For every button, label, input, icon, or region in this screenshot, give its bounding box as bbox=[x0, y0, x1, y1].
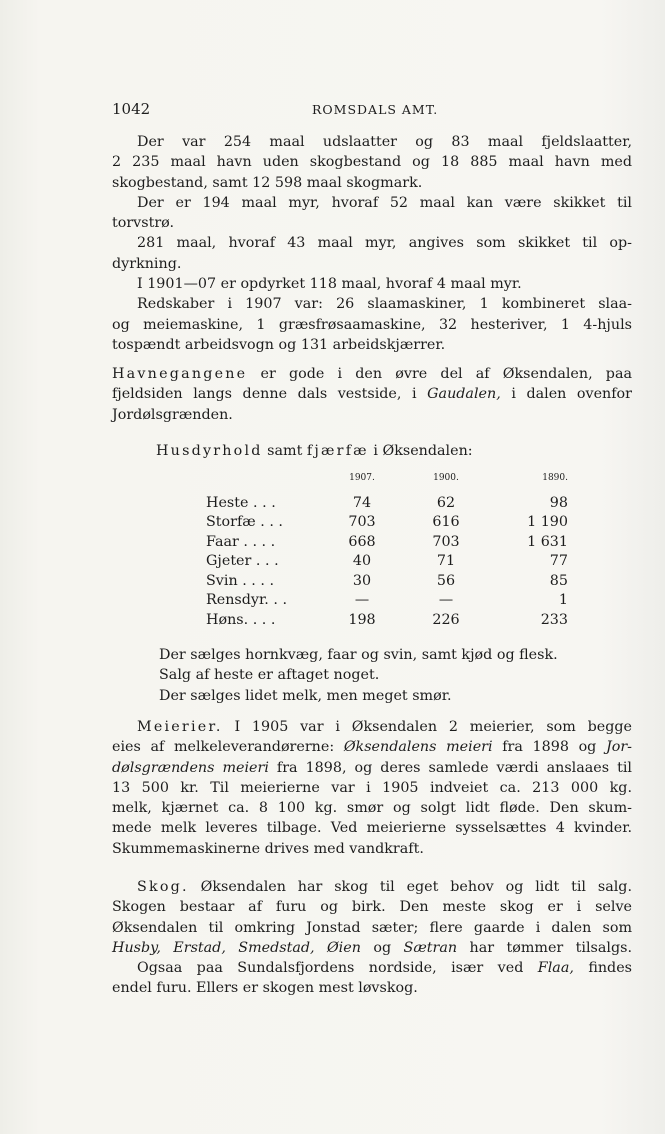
table-row bbox=[206, 552, 568, 572]
row-label: Rensdyr. . . bbox=[206, 592, 287, 609]
text-fragment: Ogsaa paa Sundalsfjordens nordside, især ved bbox=[137, 960, 524, 977]
text-line: melk, kjærnet ca. 8 100 kg. smør og solgt lidt fløde. Den skum- bbox=[112, 800, 632, 817]
livestock-table bbox=[206, 473, 568, 630]
text-fragment: og bbox=[373, 939, 392, 956]
text-fragment: er gode i den øvre del af Øksendalen, paa bbox=[260, 366, 633, 382]
text-line: Øksendalen til omkring Jonstad sæter; flere gaarde i dalen som bbox=[112, 919, 632, 936]
text-fragment: har tømmer tilsalgs. bbox=[469, 939, 633, 956]
cell-1900: 62 bbox=[436, 494, 456, 511]
text-fragment: i dalen ovenfor bbox=[511, 386, 633, 403]
column-header-1890: 1890. bbox=[542, 473, 568, 483]
text-line: skogbestand, samt 12 598 maal skogmark. bbox=[112, 174, 423, 191]
text-line: 2 235 maal havn uden skogbestand og 18 885 maal havn med bbox=[112, 154, 632, 171]
text-line: Der sælges lidet melk, men meget smør. bbox=[159, 687, 452, 704]
cell-1900: 616 bbox=[432, 514, 460, 531]
table-row bbox=[206, 513, 568, 533]
text-line bbox=[112, 737, 632, 757]
livestock-table-title bbox=[156, 443, 473, 459]
cell-1907: 30 bbox=[352, 572, 372, 589]
farm-name-italic: Sætran bbox=[403, 939, 458, 956]
spaced-heading: fjærfæ bbox=[306, 443, 369, 459]
column-header-label bbox=[206, 473, 328, 493]
text-fragment: fjeldsiden langs denne dals vestside, i bbox=[112, 386, 417, 403]
text-line: Skogen bestaar af furu og birk. Den meste skog er i selve bbox=[112, 899, 632, 916]
text-line: torvstrø. bbox=[112, 215, 175, 232]
farm-names-italic: Husby, Erstad, Smedstad, Øien bbox=[112, 939, 361, 956]
paragraph-havnegangene bbox=[112, 364, 632, 425]
cell-1890: 233 bbox=[540, 611, 568, 628]
paragraph-skog bbox=[112, 877, 632, 999]
text-fragment: fra 1898, og deres samlede værdi anslaaes til bbox=[276, 759, 632, 776]
cell-1900: 56 bbox=[436, 572, 456, 589]
text-line: I 1901—07 er opdyrket 118 maal, hvoraf 4 maal myr. bbox=[137, 276, 522, 293]
page-number: 1042 bbox=[112, 100, 151, 118]
spaced-heading: Meierier. bbox=[137, 719, 223, 735]
text-fragment: fra 1898 og bbox=[502, 739, 597, 756]
dairy-name-italic: Jor- bbox=[605, 739, 632, 756]
text-line: Der sælges hornkvæg, faar og svin, samt kjød og flesk. bbox=[159, 647, 558, 663]
text-line: dyrkning. bbox=[112, 255, 182, 272]
table-row bbox=[206, 571, 568, 591]
spaced-heading: Havnegangene bbox=[112, 366, 248, 382]
text-fragment: Øksendalen har skog til eget behov og lidt til salg. bbox=[200, 879, 632, 895]
text-line: Jordølsgrænden. bbox=[112, 406, 233, 423]
text-line: Der var 254 maal udslaatter og 83 maal fjeldslaatter, bbox=[137, 134, 632, 150]
cell-1890: 85 bbox=[549, 572, 568, 589]
paragraph-land-use bbox=[112, 132, 632, 355]
dairy-name-italic: Øksendalens meieri bbox=[343, 739, 493, 756]
paragraph-meierier bbox=[112, 717, 632, 859]
dairy-name-italic: dølsgrændens meieri bbox=[112, 759, 269, 776]
cell-1907: 74 bbox=[352, 494, 372, 511]
row-label: Heste . . . bbox=[206, 494, 276, 511]
text-line: Redskaber i 1907 var: 26 slaamaskiner, 1 kombineret slaa- bbox=[137, 296, 632, 313]
text-fragment: samt bbox=[267, 443, 303, 459]
row-label: Storfæ . . . bbox=[206, 514, 283, 531]
text-line: 13 500 kr. Til meierierne var i 1905 indveiet ca. 213 000 kg. bbox=[112, 779, 632, 796]
text-line bbox=[112, 364, 632, 384]
place-name-italic: Flaa, bbox=[537, 960, 574, 977]
text-line bbox=[112, 877, 632, 897]
cell-1900: — bbox=[438, 592, 454, 609]
text-line bbox=[112, 958, 632, 978]
text-line: Der er 194 maal myr, hvoraf 52 maal kan være skikket til bbox=[137, 194, 632, 211]
text-line: Salg af heste er aftaget noget. bbox=[159, 667, 380, 684]
paragraph-sales bbox=[159, 645, 619, 706]
cell-1900: 71 bbox=[436, 553, 456, 570]
cell-1890: 98 bbox=[549, 494, 568, 511]
text-fragment: i Øksendalen: bbox=[373, 443, 473, 459]
text-line bbox=[112, 717, 632, 737]
page-header bbox=[112, 100, 632, 122]
text-line bbox=[112, 384, 632, 404]
text-fragment: eies af melkeleverandørerne: bbox=[112, 739, 335, 756]
row-label: Høns. . . . bbox=[206, 611, 276, 628]
spaced-heading: Husdyrhold bbox=[156, 443, 263, 459]
cell-1907: 703 bbox=[348, 514, 376, 531]
text-line: endel furu. Ellers er skogen mest løvskog. bbox=[112, 980, 418, 997]
cell-1907: 668 bbox=[348, 533, 376, 550]
spaced-heading: Skog. bbox=[137, 879, 189, 895]
cell-1890: 1 631 bbox=[527, 533, 568, 550]
place-name-italic: Gaudalen, bbox=[427, 386, 501, 403]
text-line bbox=[112, 758, 632, 778]
cell-1890: 1 190 bbox=[527, 514, 568, 531]
table-header-row bbox=[206, 473, 568, 493]
row-label: Svin . . . . bbox=[206, 572, 275, 589]
table-row bbox=[206, 493, 568, 513]
table-row bbox=[206, 532, 568, 552]
running-head: ROMSDALS AMT. bbox=[312, 102, 439, 117]
text-line: 281 maal, hvoraf 43 maal myr, angives som skikket til op- bbox=[137, 235, 632, 252]
cell-1907: — bbox=[354, 592, 370, 609]
cell-1890: 77 bbox=[549, 553, 568, 570]
table-row bbox=[206, 591, 568, 611]
cell-1907: 40 bbox=[352, 553, 372, 570]
column-header-1900: 1900. bbox=[433, 473, 459, 483]
column-header-1907: 1907. bbox=[349, 473, 375, 483]
table-row bbox=[206, 610, 568, 630]
cell-1890: 1 bbox=[558, 592, 568, 609]
cell-1907: 198 bbox=[348, 611, 376, 628]
text-line: mede melk leveres tilbage. Ved meierierne sysselsættes 4 kvinder. bbox=[112, 820, 632, 837]
text-fragment: I 1905 var i Øksendalen 2 meierier, som begge bbox=[234, 719, 633, 735]
text-line bbox=[112, 938, 632, 958]
cell-1900: 226 bbox=[432, 611, 460, 628]
text-line: og meiemaskine, 1 græsfrøsaamaskine, 32 hesteriver, 1 4-hjuls bbox=[112, 316, 632, 333]
text-fragment: findes bbox=[588, 960, 633, 977]
row-label: Gjeter . . . bbox=[206, 553, 279, 570]
text-line: Skummemaskinerne drives med vandkraft. bbox=[112, 840, 424, 857]
text-line: tospændt arbeidsvogn og 131 arbeidskjærrer. bbox=[112, 336, 446, 353]
row-label: Faar . . . . bbox=[206, 533, 276, 550]
cell-1900: 703 bbox=[432, 533, 460, 550]
